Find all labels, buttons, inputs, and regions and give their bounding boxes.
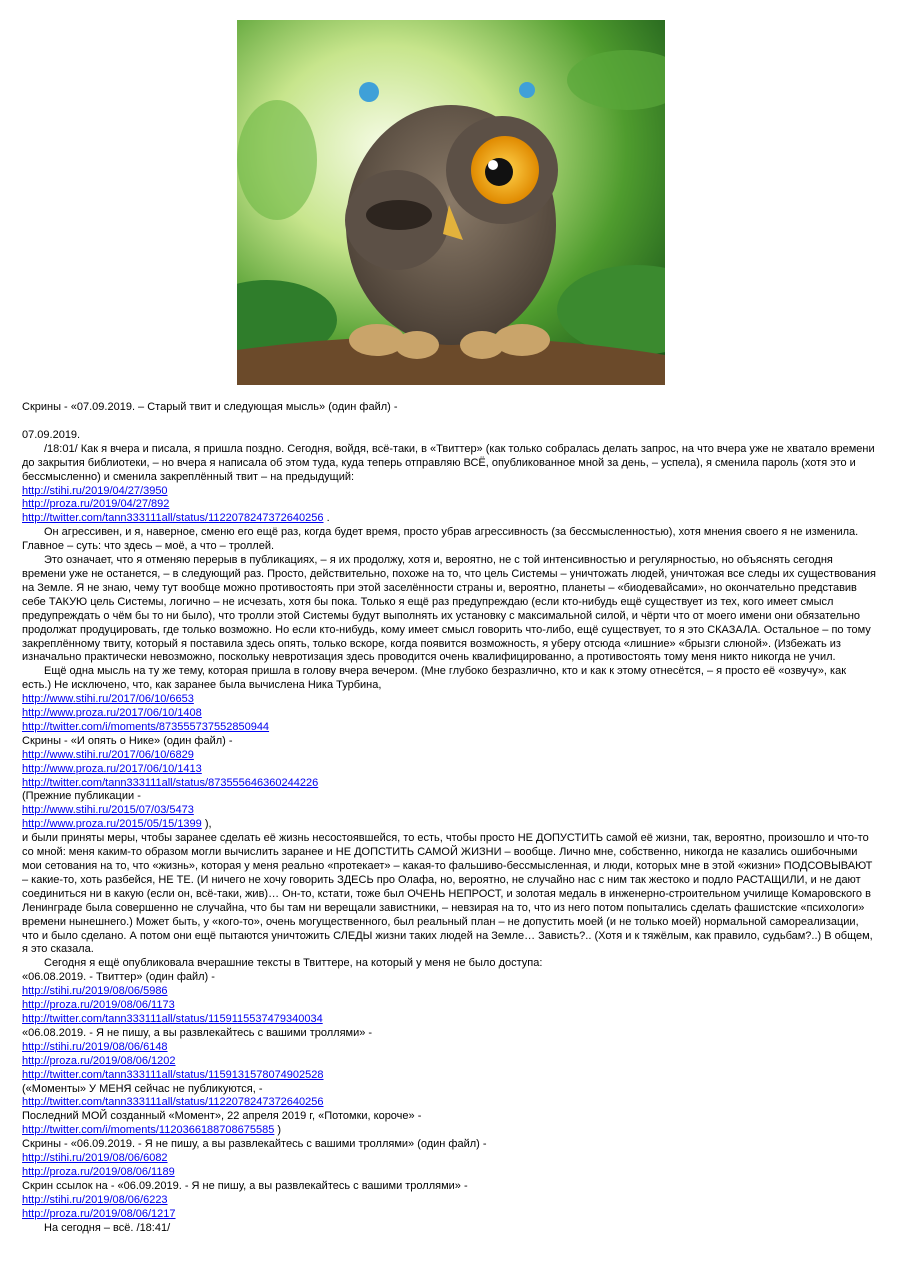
paragraph: Ещё одна мысль на ту же тему, которая пришла в голову вчера вечером. (Мне глубоко безразлично, кто и как к этому отнесётся, – я просто её «озвучу», как есть.) Не исключено, что, как заранее была вычислена Ника Турбина, <box>22 665 847 692</box>
link[interactable]: http://www.stihi.ru/2017/06/10/6653 <box>22 693 194 706</box>
link-suffix: ), <box>201 818 212 831</box>
entry-date: 07.09.2019. <box>22 428 81 441</box>
caption: Скрины - «И опять о Нике» (один файл) - <box>22 734 233 747</box>
document-text <box>22 401 878 1235</box>
owl-illustration <box>237 20 665 385</box>
link[interactable]: http://stihi.ru/2019/08/06/6148 <box>22 1040 168 1053</box>
link[interactable]: http://stihi.ru/2019/08/06/5986 <box>22 985 168 998</box>
paragraph: Это означает, что я отменяю перерыв в публикациях, – я их продолжу, хотя и, вероятно, не с той интенсивностью и регулярностью, но объяснять сегодня времени уже не останется, – в следующий раз. Просто, действительно, похоже на то, что цель Системы – уничтожать людей, уничтожая все следы их существования на Земле. Я не знаю, чему тут вообще можно противостоять при этой заселённости страны и, вероятно, планеты – «биодевайсами», но окончательно представив себе ТАКУЮ цель Системы, логично – не исчезать, хотя бы пока. Только я ещё раз предупреждаю (если кто-нибудь ещё существует из тех, кого имеет смысл предупреждать о чём бы то ни было), что тролли этой Системы будут выполнять их установку с максимальной силой, и чёрти что от моего имени они обязательно продолжат продуцировать, где только возможно. Но если кто-нибудь, кому имеет смысл говорить что-либо, ещё существует, то я это СКАЗАЛА. Остальное – по тому закреплённому твиту, который я поставила здесь опять, только вскоре, когда появится возможность, я уберу отсюда «лишние» «брызги слюной». (Избежать из изначально практически невозможно, поскольку невротизация здесь проводится очень квалифицированно, а противостоять тому меня никто никогда не учил. <box>22 554 876 664</box>
owl-icon <box>237 20 665 385</box>
caption: Скрин ссылок на - «06.09.2019. - Я не пишу, а вы развлекайтесь с вашими троллями» - <box>22 1179 468 1192</box>
link-suffix: ) <box>274 1124 282 1137</box>
paragraph: /18:01/ Как я вчера и писала, я пришла поздно. Сегодня, войдя, всё-таки, в «Твиттер» (как только собралась делать запрос, на что вчера уже не хватало времени до закрытия библиотеки, – но вчера я написала об этом туда, куда теперь отправляю ВСЁ, опубликованное мной за день, – успела), я сменила пароль (хотя это и бессмысленно) и сменила закреплённый твит – на предыдущий: <box>22 442 875 483</box>
caption: Последний МОЙ созданный «Момент», 22 апреля 2019 г, «Потомки, короче» - <box>22 1110 422 1123</box>
link[interactable]: http://proza.ru/2019/08/06/1189 <box>22 1165 175 1178</box>
link[interactable]: http://stihi.ru/2019/04/27/3950 <box>22 484 168 497</box>
link[interactable]: http://www.proza.ru/2017/06/10/1408 <box>22 707 202 720</box>
link[interactable]: http://twitter.com/i/moments/1120366188708675585 <box>22 1124 275 1137</box>
caption: («Моменты» У МЕНЯ сейчас не публикуются, - <box>22 1082 263 1095</box>
link[interactable]: http://proza.ru/2019/08/06/1217 <box>22 1207 176 1220</box>
caption: Скрины - «06.09.2019. - Я не пишу, а вы развлекайтесь с вашими троллями» (один файл) - <box>22 1138 487 1151</box>
paragraph: Сегодня я ещё опубликовала вчерашние тексты в Твиттере, на который у меня не было доступа: <box>44 957 543 970</box>
link[interactable]: http://www.stihi.ru/2015/07/03/5473 <box>22 804 194 817</box>
screens-header: Скрины - «07.09.2019. – Старый твит и следующая мысль» (один файл) - <box>22 401 398 413</box>
link[interactable]: http://twitter.com/tann333111all/status/873555646360244226 <box>22 776 319 789</box>
link[interactable]: http://twitter.com/tann333111all/status/1122078247372640256 <box>22 1096 324 1109</box>
link[interactable]: http://twitter.com/tann333111all/status/1122078247372640256 <box>22 512 324 525</box>
link[interactable]: http://stihi.ru/2019/08/06/6082 <box>22 1152 168 1165</box>
caption: «06.08.2019. - Я не пишу, а вы развлекайтесь с вашими троллями» - <box>22 1026 373 1039</box>
link[interactable]: http://proza.ru/2019/08/06/1202 <box>22 1054 176 1067</box>
link[interactable]: http://proza.ru/2019/08/06/1173 <box>22 999 175 1012</box>
paragraph: и были приняты меры, чтобы заранее сделать её жизнь несостоявшейся, то есть, чтобы просто НЕ ДОПУСТИТЬ самой её жизни, так, вероятно, произошло и что-то со мной: меня каким-то образом могли вычислить заранее и НЕ ДОПСТИТЬ САМОЙ ЖИЗНИ – вообще. Лично мне, собственно, никогда не казались ошибочными мои сетования на то, что «жизнь», которая у меня реально «протекает» – какая-то фальшиво-бессмысленная, и люди, которых мне в этой «жизни» ПОДСОВЫВАЮТ – какие-то, хоть разбейся, НЕ ТЕ. (И ничего не хочу говорить ЗДЕСЬ про Олафа, но, вероятно, не случайно нас с ним так жестоко и подло РАСТАЩИЛИ, и не дают соединиться ни в какую (если он, всё-таки, жив)… Он-то, кстати, тоже был ОЧЕНЬ НЕПРОСТ, и золотая медаль в инженерно-строительном училище Комаровского в Ленинграде была совершенно не случайна, что бы там ни верещали завистники, – невзирая на то, что из него потом попытались сделать фашистские «психологи» времени нынешнего.) Может быть, у «кого-то», очень могущественного, был реальный план – не допустить моей (и не только моей) нормальной самореализации, что и было сделано. А потом они ещё пытаются уничтожить СЛЕДЫ жизни таких людей на Земле… Зависть?.. (Хотя и к тяжёлым, как правило, судьбам?..) В общем, я это сказала. <box>22 832 873 956</box>
caption: «06.08.2019. - Твиттер» (один файл) - <box>22 971 215 984</box>
link-suffix: . <box>323 512 330 525</box>
link[interactable]: http://www.stihi.ru/2017/06/10/6829 <box>22 748 194 761</box>
link[interactable]: http://proza.ru/2019/04/27/892 <box>22 498 170 511</box>
link[interactable]: http://www.proza.ru/2015/05/15/1399 <box>22 818 202 831</box>
closing-line: На сегодня – всё. /18:41/ <box>44 1221 171 1234</box>
caption: (Прежние публикации - <box>22 790 141 803</box>
link[interactable]: http://twitter.com/tann333111all/status/1159131578074902528 <box>22 1068 324 1081</box>
link[interactable]: http://stihi.ru/2019/08/06/6223 <box>22 1193 168 1206</box>
paragraph: Он агрессивен, и я, наверное, сменю его ещё раз, когда будет время, просто убрав агрессивность (за бессмысленностью), хотя мнения своего я не изменила. Главное – суть: что здесь – моё, а что – троллей. <box>22 526 859 553</box>
link[interactable]: http://twitter.com/tann333111all/status/1159115537479340034 <box>22 1012 323 1025</box>
link[interactable]: http://twitter.com/i/moments/873555737552850944 <box>22 720 270 733</box>
link[interactable]: http://www.proza.ru/2017/06/10/1413 <box>22 762 202 775</box>
